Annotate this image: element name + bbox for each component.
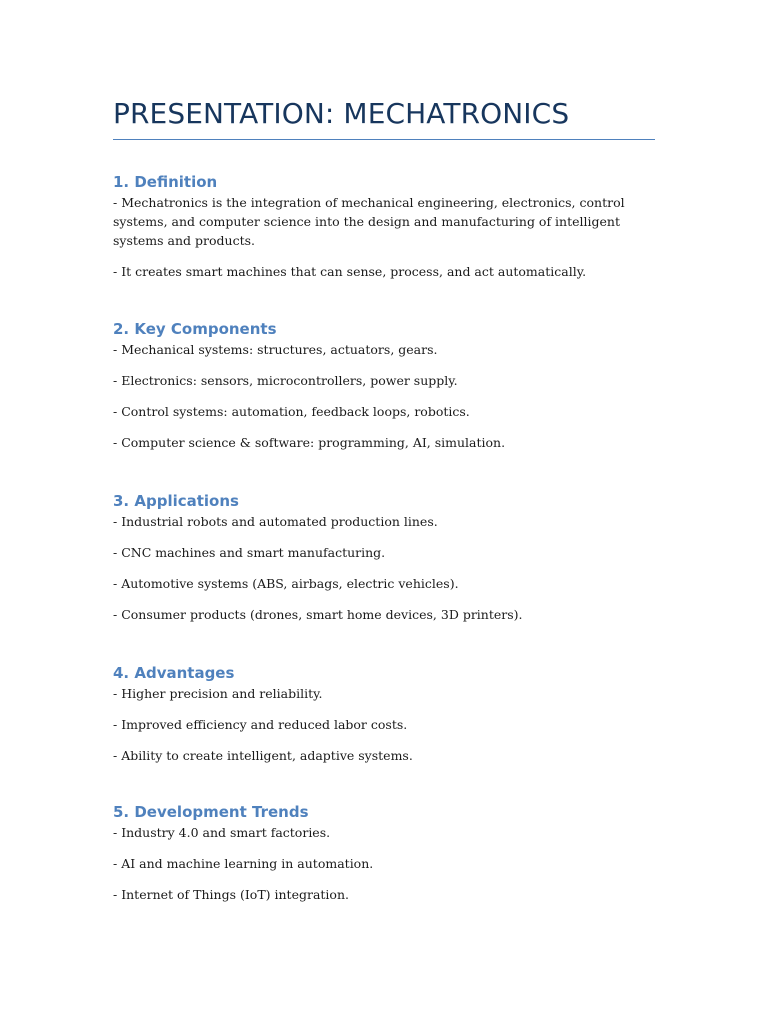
section-advantages — [113, 662, 655, 777]
paragraph: - Improved efficiency and reduced labor costs. — [113, 717, 408, 732]
section-development-trends — [113, 801, 655, 916]
paragraph: - Internet of Things (IoT) integration. — [113, 887, 349, 902]
paragraph: - Industry 4.0 and smart factories. — [113, 825, 331, 840]
section-key-components — [113, 318, 655, 464]
section-heading: 5. Development Trends — [113, 803, 309, 821]
paragraph: - It creates smart machines that can sense, process, and act automatically. — [113, 264, 587, 279]
section-heading: 4. Advantages — [113, 664, 235, 682]
paragraph: - Consumer products (drones, smart home devices, 3D printers). — [113, 607, 523, 622]
paragraph: - Control systems: automation, feedback loops, robotics. — [113, 404, 470, 419]
paragraph: - Automotive systems (ABS, airbags, electric vehicles). — [113, 576, 459, 591]
paragraph: - Higher precision and reliability. — [113, 686, 323, 701]
paragraph: - Mechanical systems: structures, actuators, gears. — [113, 342, 438, 357]
page-title: PRESENTATION: MECHATRONICS — [113, 97, 570, 130]
paragraph: - Electronics: sensors, microcontrollers, power supply. — [113, 373, 458, 388]
title-underline — [113, 139, 655, 140]
section-heading: 2. Key Components — [113, 320, 277, 338]
paragraph: - Industrial robots and automated production lines. — [113, 514, 438, 529]
paragraph: - Mechatronics is the integration of mechanical engineering, electronics, control systems, and computer science into the design and manufacturing of intelligent systems and products. — [113, 195, 625, 248]
paragraph: - AI and machine learning in automation. — [113, 856, 374, 871]
section-heading: 3. Applications — [113, 492, 239, 510]
paragraph: - Computer science & software: programming, AI, simulation. — [113, 435, 506, 450]
section-heading: 1. Definition — [113, 173, 218, 191]
paragraph: - Ability to create intelligent, adaptive systems. — [113, 748, 413, 763]
section-definition — [113, 171, 655, 293]
paragraph: - CNC machines and smart manufacturing. — [113, 545, 386, 560]
section-applications — [113, 490, 655, 636]
